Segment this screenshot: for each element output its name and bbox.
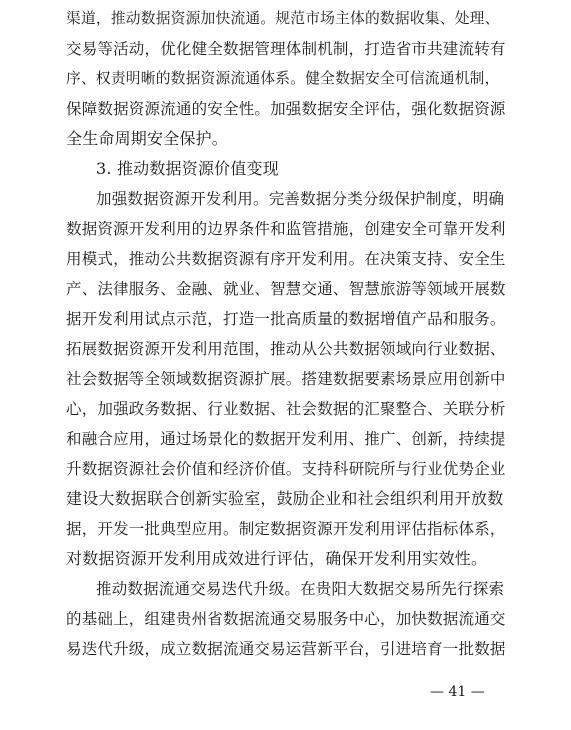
text-line: 社会数据等全领域数据资源扩展。搭建数据要素场景应用创新中 — [66, 370, 506, 388]
text-line: 建设大数据联合创新实验室，鼓励企业和社会组织利用开放数 — [66, 489, 504, 508]
text-line: 数据资源开发利用的边界条件和监管措施，创建安全可靠开发利 — [66, 220, 506, 238]
text-line: 据，开发一批典型应用。制定数据资源开发利用评估指标体系， — [66, 520, 506, 538]
text-line: 对数据资源开发利用成效进行评估，确保开发利用实效性。 — [66, 549, 488, 568]
text-line: 用模式，推动公共数据资源有序开发利用。在决策支持、安全生 — [66, 250, 506, 268]
text-line: 交易等活动，优化健全数据管理体制机制，打造省市共建流转有 — [66, 40, 506, 58]
text-line: 渠道，推动数据资源加快流通。规范市场主体的数据收集、处理、 — [66, 10, 500, 27]
paragraph-first-line: 加强数据资源开发利用。完善数据分类分级保护制度，明确 — [96, 190, 505, 208]
page-number: — 41 — — [430, 684, 485, 700]
text-line: 和融合应用，通过场景化的数据开发利用、推广、创新，持续提 — [66, 430, 506, 448]
text-line: 的基础上，组建贵州省数据流通交易服务中心，加快数据流通交 — [66, 610, 506, 628]
text-line: 全生命周期安全保护。 — [66, 129, 229, 148]
text-line: 易迭代升级，成立数据流通交易运营新平台，引进培育一批数据 — [66, 640, 506, 658]
paragraph-first-line: 推动数据流通交易迭代升级。在贵阳大数据交易所先行探索 — [96, 580, 505, 598]
text-line: 升数据资源社会价值和经济价值。支持科研院所与行业优势企业 — [66, 460, 506, 478]
text-line: 拓展数据资源开发利用范围，推动从公共数据领域向行业数据、 — [66, 340, 506, 358]
text-line: 产、法律服务、金融、就业、智慧交通、智慧旅游等领域开展数 — [66, 280, 506, 298]
text-line: 据开发利用试点示范，打造一批高质量的数据增值产品和服务。 — [66, 310, 506, 328]
text-line: 序、权责明晰的数据资源流通体系。健全数据安全可信流通机制， — [66, 70, 500, 87]
text-line: 心，加强政务数据、行业数据、社会数据的汇聚整合、关联分析 — [66, 400, 506, 418]
section-heading: 3. 推动数据资源价值变现 — [96, 159, 279, 178]
text-line: 保障数据资源流通的安全性。加强数据安全评估，强化数据资源 — [66, 100, 506, 118]
